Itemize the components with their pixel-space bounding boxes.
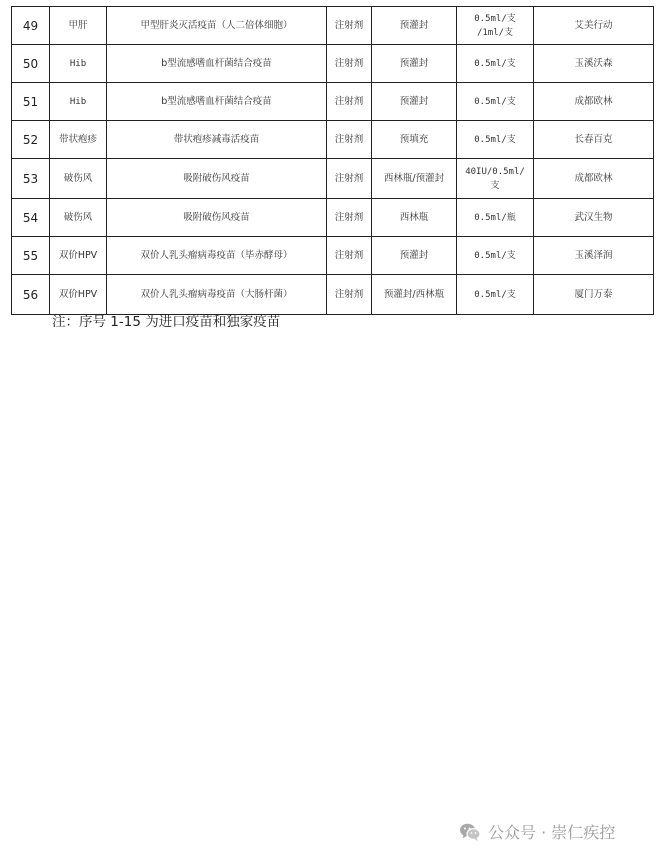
cell-package: 西林瓶 [372,199,457,237]
wechat-icon [459,822,481,842]
cell-vaccine-name: 双价人乳头瘤病毒疫苗（毕赤酵母） [107,237,327,275]
cell-no: 54 [12,199,50,237]
cell-manufacturer: 长春百克 [534,121,654,159]
table-row [12,199,654,237]
cell-package: 预填充 [372,121,457,159]
cell-vaccine-name: 甲型肝炎灭活疫苗（人二倍体细胞） [107,7,327,45]
cell-package: 预灌封/西林瓶 [372,275,457,315]
cell-spec [457,7,534,45]
table-row [12,121,654,159]
vaccine-table [11,6,654,315]
cell-no: 51 [12,83,50,121]
cell-manufacturer: 厦门万泰 [534,275,654,315]
table-row [12,45,654,83]
cell-spec: 0.5ml/支 [457,237,534,275]
cell-form: 注射剂 [327,121,372,159]
cell-no: 52 [12,121,50,159]
table-footnote: 注：序号 1-15 为进口疫苗和独家疫苗 [52,314,281,330]
cell-no: 55 [12,237,50,275]
cell-form: 注射剂 [327,159,372,199]
table-row [12,83,654,121]
cell-form: 注射剂 [327,237,372,275]
watermark-text: 公众号 · 崇仁疾控 [488,823,616,842]
cell-package: 预灌封 [372,45,457,83]
cell-spec: 0.5ml/支 [457,83,534,121]
cell-spec: 0.5ml/瓶 [457,199,534,237]
cell-manufacturer: 玉溪泽润 [534,237,654,275]
cell-form: 注射剂 [327,83,372,121]
wechat-watermark [459,820,615,843]
cell-manufacturer: 玉溪沃森 [534,45,654,83]
cell-category: Hib [50,45,107,83]
cell-no: 56 [12,275,50,315]
table-row [12,7,654,45]
cell-vaccine-name: b型流感嗜血杆菌结合疫苗 [107,83,327,121]
cell-form: 注射剂 [327,7,372,45]
cell-vaccine-name: 吸附破伤风疫苗 [107,199,327,237]
cell-vaccine-name: b型流感嗜血杆菌结合疫苗 [107,45,327,83]
cell-category: 双价HPV [50,237,107,275]
cell-no: 49 [12,7,50,45]
cell-spec: 0.5ml/支 [457,45,534,83]
cell-package: 预灌封 [372,7,457,45]
table-row [12,159,654,199]
table-row [12,237,654,275]
cell-spec [457,159,534,199]
vaccine-table-body [12,7,654,315]
cell-spec: 0.5ml/支 [457,275,534,315]
cell-manufacturer: 成都欧林 [534,159,654,199]
vaccine-table-container [11,6,653,315]
cell-category: 带状疱疹 [50,121,107,159]
cell-no: 53 [12,159,50,199]
cell-form: 注射剂 [327,45,372,83]
cell-spec: 0.5ml/支 [457,121,534,159]
cell-manufacturer: 艾美行动 [534,7,654,45]
spec-line-1: 0.5ml/支 [474,13,516,24]
spec-line-2: /1ml/支 [476,27,514,38]
table-row [12,275,654,315]
cell-package: 预灌封 [372,237,457,275]
spec-line-2: 支 [490,180,500,191]
cell-no: 50 [12,45,50,83]
cell-vaccine-name: 带状疱疹减毒活疫苗 [107,121,327,159]
cell-category: Hib [50,83,107,121]
cell-form: 注射剂 [327,199,372,237]
cell-category: 甲肝 [50,7,107,45]
cell-vaccine-name: 双价人乳头瘤病毒疫苗（大肠杆菌） [107,275,327,315]
cell-package: 西林瓶/预灌封 [372,159,457,199]
cell-manufacturer: 成都欧林 [534,83,654,121]
cell-vaccine-name: 吸附破伤风疫苗 [107,159,327,199]
cell-package: 预灌封 [372,83,457,121]
cell-category: 破伤风 [50,159,107,199]
cell-form: 注射剂 [327,275,372,315]
cell-category: 双价HPV [50,275,107,315]
spec-line-1: 40IU/0.5ml/ [465,166,525,177]
cell-manufacturer: 武汉生物 [534,199,654,237]
cell-category: 破伤风 [50,199,107,237]
